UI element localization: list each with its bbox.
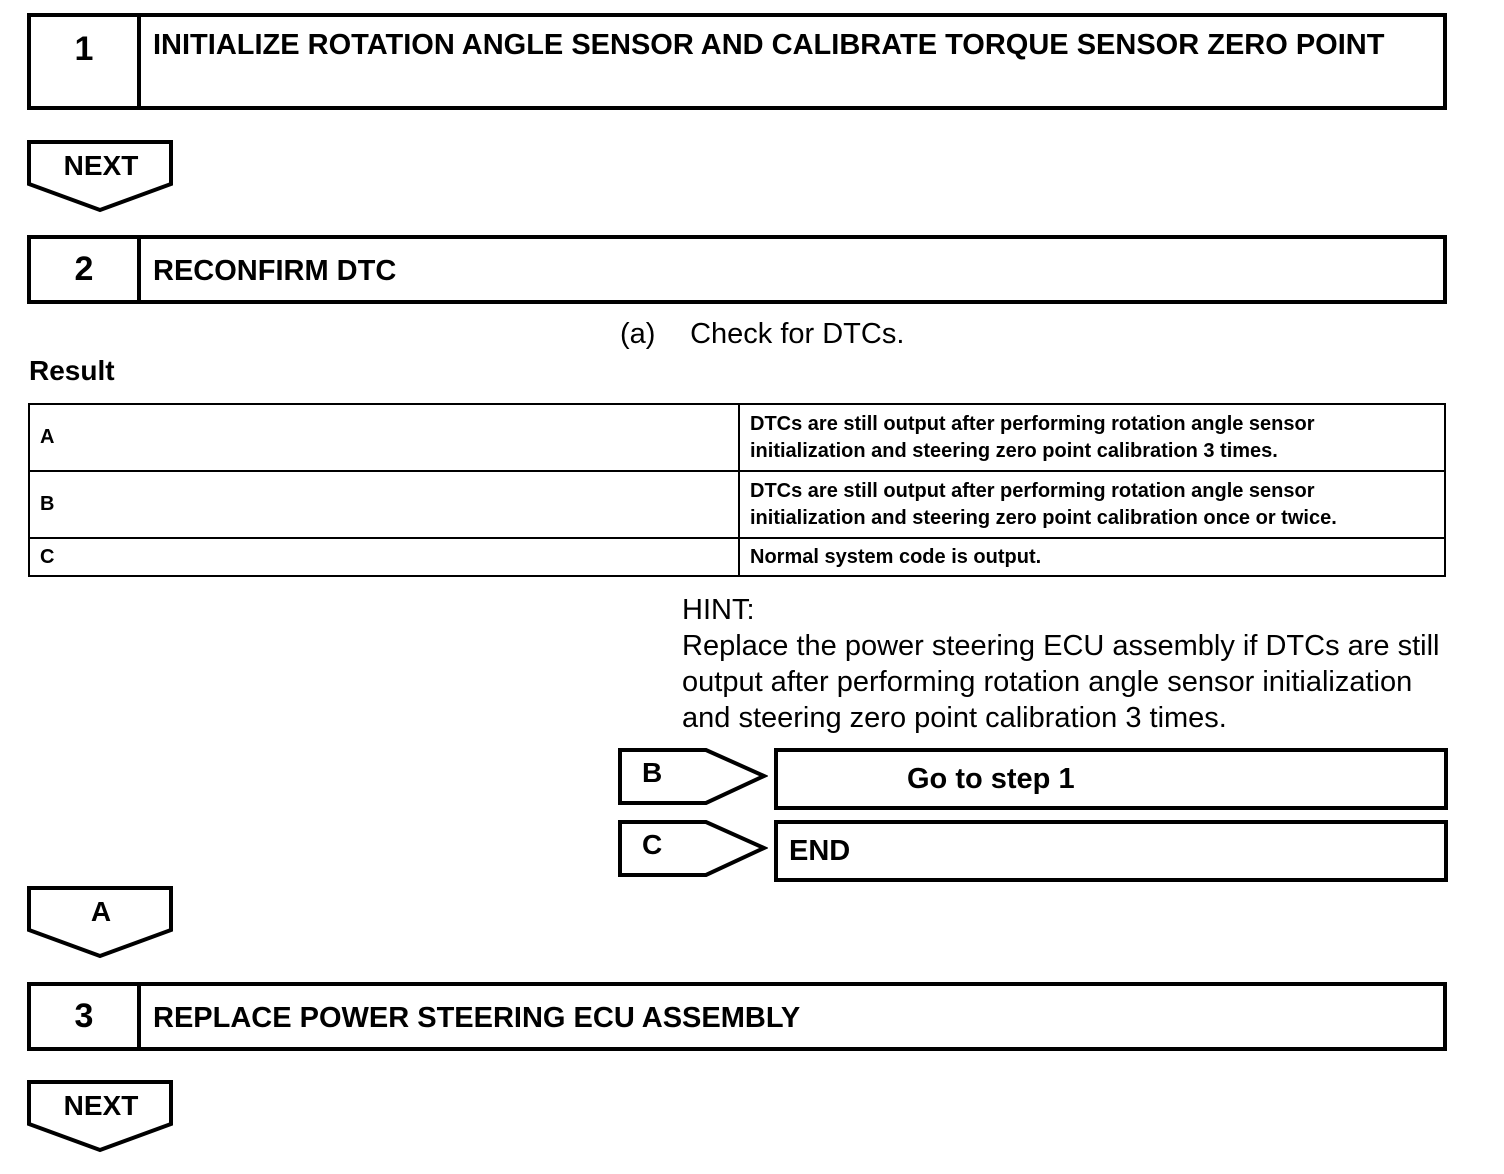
- instruction-label: (a): [620, 318, 656, 350]
- branch-target: Go to step 1: [907, 763, 1075, 795]
- step-title: REPLACE POWER STEERING ECU ASSEMBLY: [153, 1002, 801, 1034]
- branch-c-tag: [618, 820, 768, 878]
- branch-b-target-box: [774, 748, 1448, 810]
- result-description: Normal system code is output.: [739, 538, 1445, 576]
- branch-code: C: [642, 829, 663, 860]
- result-heading: Result: [29, 355, 115, 386]
- step-3-box: [27, 982, 1447, 1051]
- a-arrow-tag: [27, 886, 175, 960]
- next-arrow-tag: [27, 140, 175, 214]
- step-title: RECONFIRM DTC: [153, 255, 397, 287]
- next-label: NEXT: [63, 150, 139, 181]
- next-label: NEXT: [63, 1090, 139, 1121]
- result-code: C: [29, 538, 739, 576]
- right-arrow-icon: [618, 820, 768, 878]
- hint-label: HINT:: [682, 594, 755, 626]
- step-1-box: [27, 13, 1447, 110]
- step-number: 3: [31, 986, 141, 1047]
- branch-target: END: [789, 835, 851, 867]
- instruction-text: Check for DTCs.: [690, 318, 905, 350]
- hint-text: Replace the power steering ECU assembly if DTCs are still output after performing rotation angle sensor initialization and steering zero point calibration 3 times.: [682, 630, 1440, 734]
- next-arrow-tag: [27, 1080, 175, 1154]
- step-number: 2: [31, 239, 141, 300]
- a-label: A: [90, 896, 112, 927]
- step-number: 1: [31, 17, 141, 106]
- result-code: B: [29, 471, 739, 538]
- step-title: INITIALIZE ROTATION ANGLE SENSOR AND CALIBRATE TORQUE SENSOR ZERO POINT: [153, 29, 1385, 61]
- result-description: DTCs are still output after performing rotation angle sensor initialization and steering zero point calibration 3 times.: [739, 404, 1445, 471]
- right-arrow-icon: [618, 748, 768, 806]
- table-row: [29, 471, 1445, 538]
- table-row: [29, 538, 1445, 576]
- hint-block: [682, 592, 1462, 736]
- branch-b-tag: [618, 748, 768, 806]
- branch-c-target-box: [774, 820, 1448, 882]
- branch-code: B: [642, 757, 663, 788]
- table-row: [29, 404, 1445, 471]
- result-code: A: [29, 404, 739, 471]
- step-2-box: [27, 235, 1447, 304]
- instruction: [620, 318, 904, 351]
- result-table: [28, 403, 1446, 577]
- result-description: DTCs are still output after performing rotation angle sensor initialization and steering zero point calibration once or twice.: [739, 471, 1445, 538]
